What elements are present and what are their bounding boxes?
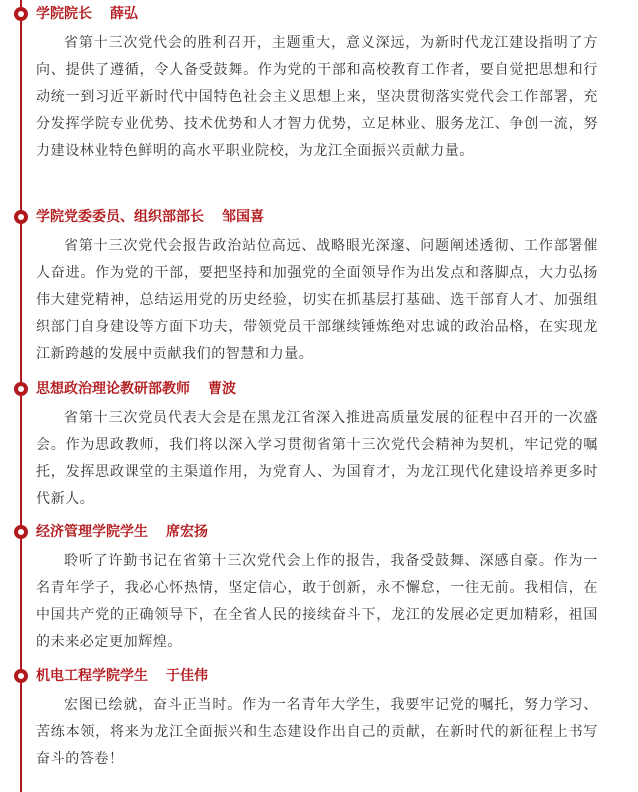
statement-text: 省第十三次党员代表大会是在黑龙江省深入推进高质量发展的征程中召开的一次盛会。作为思政教师，我们将以深入学习贯彻省第十三次党代会精神为契机，牢记党的嘱托，发挥思政课堂的主渠道作用，为党育人、为国育才，为龙江现代化建设培养更多时代新人。 [36,410,598,507]
entry-heading [36,377,236,401]
statement-text: 省第十三次党代会报告政治站位高远、战略眼光深邃、问题阐述透彻、工作部署催人奋进。作为党的干部，要把坚持和加强党的全面领导作为出发点和落脚点，大力弘扬伟大建党精神，总结运用党的历史经验，切实在抓基层打基础、选干部育人才、加强组织部门自身建设等方面下功夫，带领党员干部继续锤炼绝对忠诚的政治品格，在实现龙江新跨越的发展中贡献我们的智慧和力量。 [36,238,598,362]
speaker-title: 学院院长 [36,6,92,22]
timeline-dot [14,525,28,539]
speaker-name: 于佳伟 [166,668,208,684]
timeline-dot [14,7,28,21]
timeline-dot [14,669,28,683]
speaker-title: 思想政治理论教研部教师 [36,381,190,397]
speaker-title: 经济管理学院学生 [36,524,148,540]
entry-heading [36,664,208,688]
statement-text: 聆听了许勤书记在省第十三次党代会上作的报告，我备受鼓舞、深感自豪。作为一名青年学子，我必心怀热情，坚定信心，敢于创新，永不懈怠，一往无前。我相信，在中国共产党的正确领导下，在全省人民的接续奋斗下，龙江的发展必定更加精彩，祖国的未来必定更加辉煌。 [36,553,598,650]
statement-text: 省第十三次党代会的胜利召开，主题重大，意义深远，为新时代龙江建设指明了方向、提供了遵循，令人备受鼓舞。作为党的干部和高校教育工作者，要自觉把思想和行动统一到习近平新时代中国特色社会主义思想上来，坚决贯彻落实党代会工作部署，充分发挥学院专业优势、技术优势和人才智力优势，立足林业、服务龙江、争创一流，努力建设林业特色鲜明的高水平职业院校，为龙江全面振兴贡献力量。 [36,35,598,159]
speaker-name: 邹国喜 [222,209,264,225]
entry-heading [36,205,264,229]
entry-heading [36,2,138,26]
speaker-name: 曹波 [208,381,236,397]
timeline-dot [14,382,28,396]
timeline-dot [14,210,28,224]
speaker-title: 学院党委委员、组织部部长 [36,209,204,225]
speaker-title: 机电工程学院学生 [36,668,148,684]
statement-text: 宏图已绘就，奋斗正当时。作为一名青年大学生，我要牢记党的嘱托，努力学习、苦练本领，将来为龙江全面振兴和生态建设作出自己的贡献，在新时代的新征程上书写奋斗的答卷！ [36,697,598,767]
speaker-name: 席宏扬 [166,524,208,540]
entry-heading [36,520,208,544]
speaker-name: 薛弘 [110,6,138,22]
